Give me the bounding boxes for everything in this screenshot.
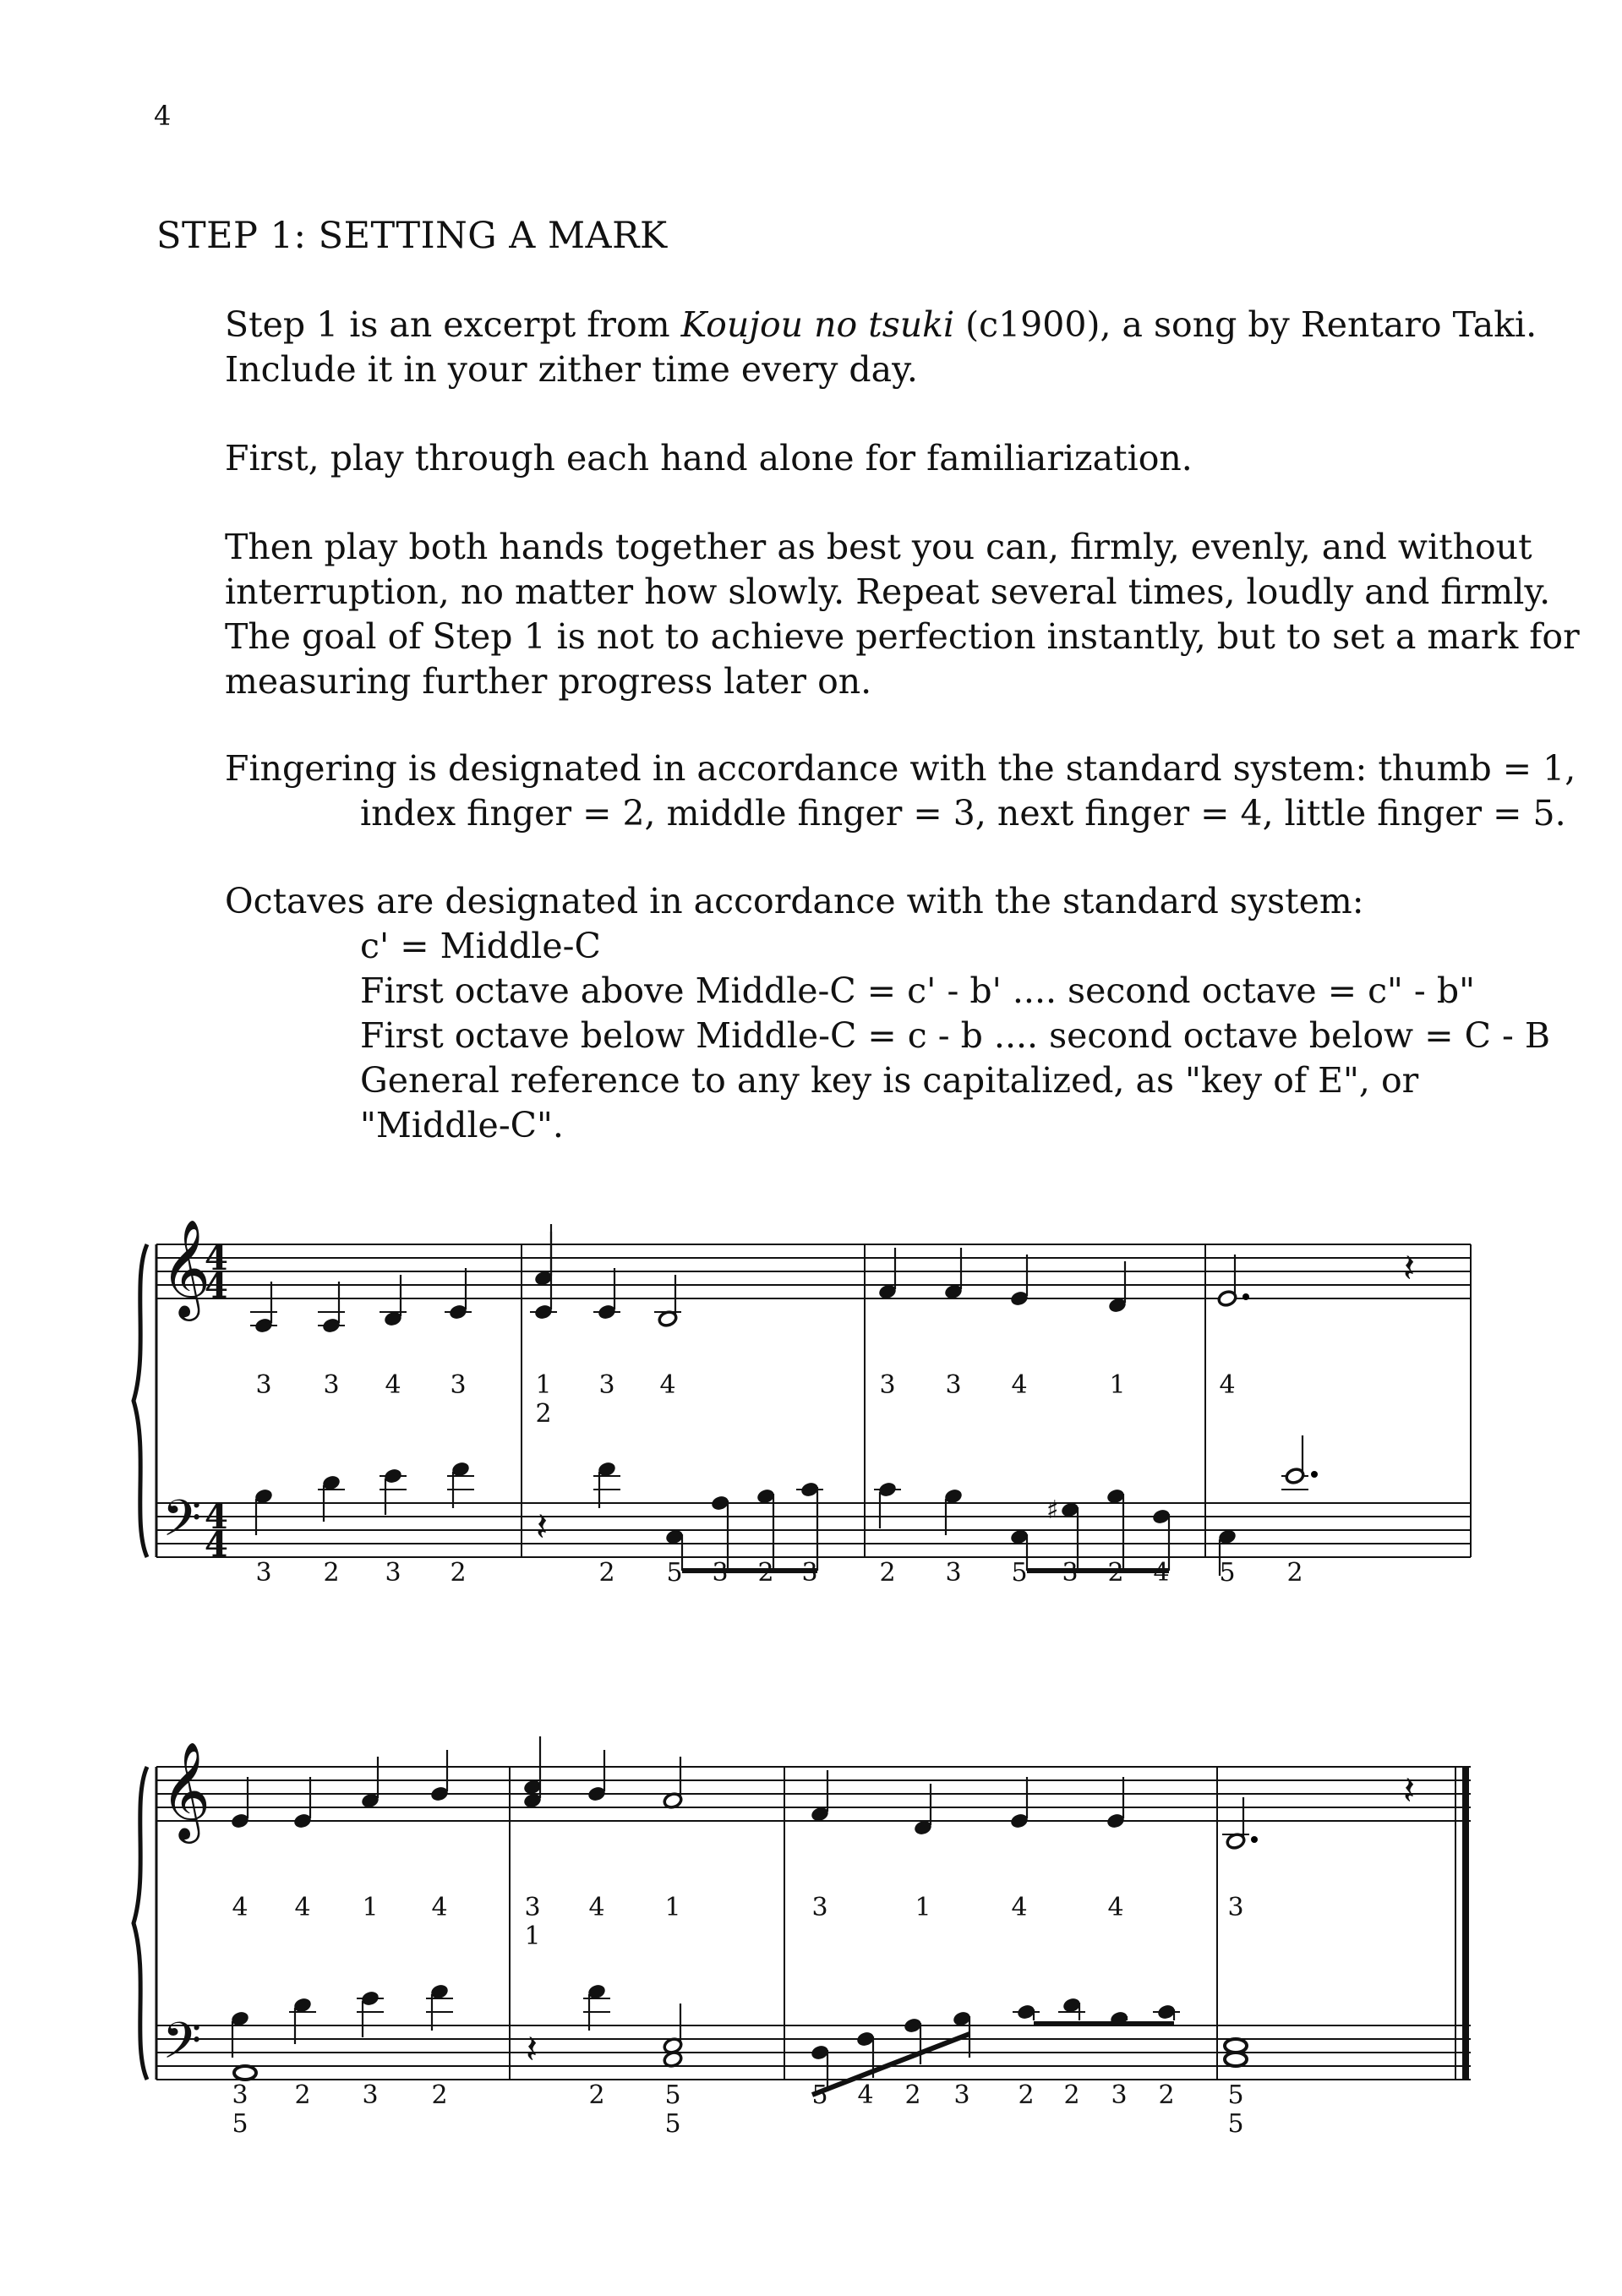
fingering-number: 3 — [1227, 1893, 1244, 1922]
fingering-number: 5 — [1219, 1558, 1236, 1588]
fingering-number: 4 — [1153, 1558, 1170, 1588]
whole-note — [1225, 2039, 1247, 2053]
fingering-number: 2 — [1158, 2080, 1175, 2110]
bass-clef: 𝄢 — [162, 2011, 202, 2082]
augmentation-dot — [1242, 1293, 1249, 1300]
fingering-number: 5 — [1227, 2080, 1244, 2110]
fingering-number: 3 — [945, 1370, 962, 1400]
fingering-number: 3 — [385, 1558, 401, 1588]
para1-text-cont: (c1900), a song by Rentaro Taki. — [954, 304, 1537, 345]
treble-clef: 𝄞 — [161, 1218, 211, 1317]
fingering-number: 2 — [1018, 2080, 1035, 2110]
beam — [812, 2034, 969, 2095]
fingering-number: 5 — [1227, 2109, 1244, 2139]
para3-line4: measuring further progress later on. — [225, 661, 872, 702]
time-signature-bottom: 4 — [205, 1525, 228, 1565]
fingering-number: 2 — [904, 2080, 921, 2110]
fingering-number: 1 — [915, 1893, 931, 1922]
fingering-number: 1 — [535, 1370, 552, 1400]
treble-clef: 𝄞 — [161, 1741, 211, 1840]
song-title: Koujou no tsuki — [680, 304, 955, 345]
fingering-number: 2 — [1063, 2080, 1080, 2110]
fingering-number: 3 — [362, 2080, 379, 2110]
fingering-number: 3 — [879, 1370, 896, 1400]
augmentation-dot — [1311, 1471, 1318, 1478]
fingering-number: 3 — [524, 1893, 541, 1922]
fingering-number: 1 — [524, 1922, 541, 1951]
fingering-number: 2 — [431, 2080, 448, 2110]
quarter-rest: 𝄽 — [1403, 1768, 1416, 1813]
para2-line: First, play through each hand alone for familiarization. — [225, 438, 1193, 478]
fingering-number: 2 — [1286, 1558, 1303, 1588]
fingering-number: 4 — [588, 1893, 605, 1922]
fingering-number: 3 — [1111, 2080, 1128, 2110]
section-heading: STEP 1: SETTING A MARK — [156, 215, 668, 257]
fingering-number: 3 — [450, 1370, 467, 1400]
para3-line1: Then play both hands together as best you can, firmly, evenly, and without — [225, 527, 1532, 567]
para4-line2: index finger = 2, middle finger = 3, next finger = 4, little finger = 5. — [360, 793, 1566, 834]
para3-line2: interruption, no matter how slowly. Repeat several times, loudly and firmly. — [225, 571, 1551, 612]
para5-line4: First octave below Middle-C = c - b .... second octave below = C - B — [360, 1015, 1550, 1056]
whole-note — [234, 2066, 256, 2080]
brace — [134, 1767, 147, 2080]
fingering-number: 2 — [450, 1558, 467, 1588]
fingering-number: 3 — [255, 1370, 272, 1400]
fingering-number: 5 — [664, 2080, 681, 2110]
para5-line6: "Middle-C". — [360, 1105, 564, 1145]
para1-line2: Include it in your zither time every day. — [225, 349, 918, 390]
fingering-number: 3 — [953, 2080, 970, 2110]
fingering-number: 3 — [232, 2080, 248, 2110]
fingering-number: 4 — [431, 1893, 448, 1922]
augmentation-dot — [1251, 1836, 1258, 1843]
fingering-number: 4 — [659, 1370, 676, 1400]
para4-line1: Fingering is designated in accordance with the standard system: thumb = 1, — [225, 748, 1576, 789]
fingering-number: 5 — [666, 1558, 683, 1588]
fingering-number: 4 — [385, 1370, 401, 1400]
para5-line5: General reference to any key is capitalized, as "key of E", or — [360, 1060, 1419, 1101]
fingering-number: 1 — [664, 1893, 681, 1922]
time-signature-bottom: 4 — [205, 1266, 228, 1306]
fingering-number: 2 — [588, 2080, 605, 2110]
fingering-number: 4 — [1011, 1893, 1028, 1922]
bass-clef: 𝄢 — [162, 1489, 202, 1560]
para5-line2: c' = Middle-C — [360, 926, 601, 966]
fingering-number: 5 — [664, 2109, 681, 2139]
fingering-number: 4 — [857, 2080, 874, 2110]
fingering-number: 4 — [1219, 1370, 1236, 1400]
fingering-number: 4 — [1011, 1370, 1028, 1400]
fingering-number: 3 — [801, 1558, 818, 1588]
fingering-number: 3 — [811, 1893, 828, 1922]
quarter-rest: 𝄽 — [1403, 1245, 1416, 1291]
para1-text: Step 1 is an excerpt from — [225, 304, 681, 345]
quarter-rest: 𝄽 — [536, 1504, 549, 1550]
fingering-number: 3 — [598, 1370, 615, 1400]
whole-note — [1225, 2053, 1247, 2066]
fingering-number: 2 — [879, 1558, 896, 1588]
fingering-number: 3 — [255, 1558, 272, 1588]
quarter-rest: 𝄽 — [526, 2026, 538, 2072]
fingering-number: 3 — [1062, 1558, 1079, 1588]
para3-line3: The goal of Step 1 is not to achieve perfection instantly, but to set a mark for — [225, 616, 1580, 657]
fingering-number: 3 — [945, 1558, 962, 1588]
fingering-number: 5 — [232, 2109, 248, 2139]
time-signature-top: 4 — [205, 1497, 228, 1537]
fingering-number: 4 — [294, 1893, 311, 1922]
fingering-number: 1 — [362, 1893, 379, 1922]
fingering-number: 5 — [811, 2080, 828, 2110]
fingering-number: 2 — [598, 1558, 615, 1588]
fingering-number: 1 — [1109, 1370, 1126, 1400]
sharp-sign: ♯ — [1046, 1495, 1059, 1525]
para5-line1: Octaves are designated in accordance with the standard system: — [225, 881, 1364, 921]
fingering-number: 2 — [757, 1558, 774, 1588]
time-signature-top: 4 — [205, 1238, 228, 1278]
fingering-number: 2 — [323, 1558, 340, 1588]
fingering-number: 5 — [1011, 1558, 1028, 1588]
fingering-number: 2 — [294, 2080, 311, 2110]
para5-line3: First octave above Middle-C = c' - b' .... second octave = c" - b" — [360, 970, 1475, 1011]
fingering-number: 3 — [323, 1370, 340, 1400]
fingering-number: 4 — [1107, 1893, 1124, 1922]
fingering-number: 3 — [712, 1558, 729, 1588]
fingering-number: 2 — [535, 1399, 552, 1429]
brace — [134, 1244, 147, 1557]
fingering-number: 2 — [1107, 1558, 1124, 1588]
page-number: 4 — [154, 100, 172, 132]
fingering-number: 4 — [232, 1893, 248, 1922]
